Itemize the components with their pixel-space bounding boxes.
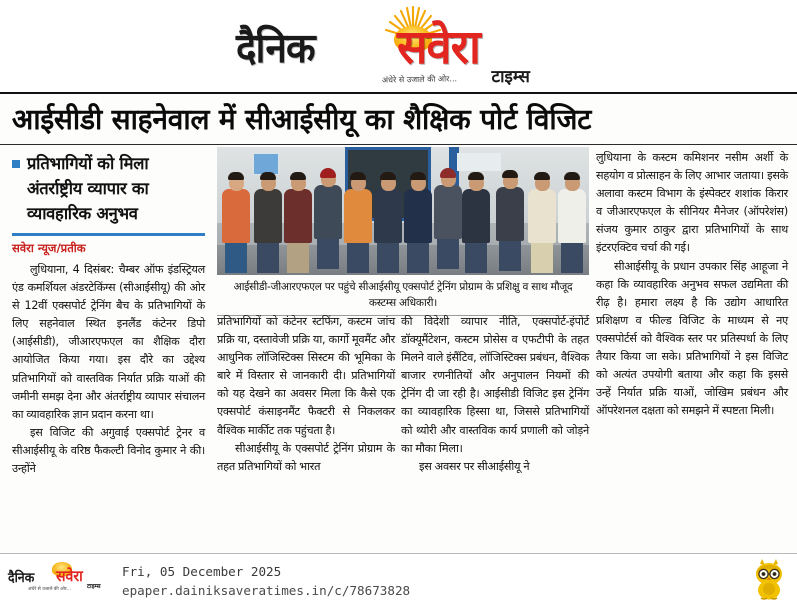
footer-logo-word-savera: सवेरा bbox=[56, 567, 83, 585]
footer-logo-word-dainik: दैनिक bbox=[8, 570, 35, 586]
article-paragraph: इस अवसर पर सीआईसीयू ने bbox=[419, 459, 530, 473]
publication-date: Fri, 05 December 2025 bbox=[122, 564, 282, 579]
masthead-word-times: टाइम्स bbox=[491, 67, 530, 87]
page-footer bbox=[0, 553, 797, 601]
article-column-2 bbox=[217, 313, 395, 476]
article-column-3 bbox=[401, 313, 589, 476]
masthead-logo bbox=[234, 4, 564, 90]
byline: सवेरा न्यूज/प्रतीक bbox=[12, 241, 86, 255]
masthead-word-dainik: दैनिक bbox=[235, 24, 315, 72]
footer-meta bbox=[122, 562, 410, 600]
footer-logo-word-times: टाइम्स bbox=[87, 583, 101, 590]
article-url[interactable]: epaper.dainiksaveratimes.in/c/78673828 bbox=[122, 583, 411, 598]
bullet-square-icon bbox=[12, 160, 20, 168]
article-paragraph: सीआईसीयू के प्रधान उपकार सिंह आहूजा ने कहा कि व्यावहारिक अनुभव सफल उद्यमिता की रीढ़ है। हमारा लक्ष्य है कि उद्योग आधारित प्रशिक्षण व फील्ड विजिट के माध्यम से नए एक्सपोर्टर्स को वैश्विक स्तर पर प्रतिस्पर्धा के लिए तैयार किया जा सके। प्रतिभागियों ने इस विजिट को अत्यंत उपयोगी बताया और कहा कि इससे उन्हें निर्यात प्रक्रि याओं, जोखिम प्रबंधन और ऑपरेशनल दक्षता को समझने में स्पष्टता मिली। bbox=[596, 259, 788, 418]
footer-logo-tagline: अंधेरे से उजाले की ओर... bbox=[28, 587, 72, 592]
subheadline-row bbox=[12, 149, 205, 226]
article-body bbox=[0, 145, 797, 549]
page-title: आईसीडी साहनेवाल में सीआईसीयू का शैक्षिक पोर्ट विजिट bbox=[11, 103, 592, 136]
article-column-4 bbox=[596, 149, 788, 420]
article-paragraph: प्रतिभागियों को कंटेनर स्टफिंग, कस्टम जांच प्रक्रि या, दस्तावेजी प्रक्रि या, कार्गो मूवमैंट और आधुनिक लॉजिस्टिक्स सिस्टम की भूमिका के बारे में विस्तार से जानकारी दी। प्रतिभागियों को यह देखने का अवसर मिला कि कैसे एक एक्सपोर्ट कंसाइनमैंट फैक्टरी से निकलकर वैश्विक मार्कीट तक पहुंचता है। bbox=[217, 315, 395, 437]
footer-logo[interactable] bbox=[6, 562, 108, 594]
masthead-word-savera: सवेरा bbox=[396, 20, 480, 75]
masthead bbox=[0, 0, 797, 92]
subheadline-underline bbox=[12, 233, 205, 236]
subheadline: प्रतिभागियों को मिला अंतर्राष्ट्रीय व्यापार का व्यावहारिक अनुभव bbox=[27, 154, 149, 223]
article-paragraph: लुधियाना, 4 दिसंबर: चैम्बर ऑफ इंडस्ट्रियल एंड कमर्शियल अंडरटेकिंग्स (सीआईसीयू) की ओर से 12वीं एक्सपोर्ट ट्रेनिंग बैच के प्रतिभागियों के लिए सहनेवाल स्थित इनलैंड कंटेनर डिपो (आईसीडी), जीआरएफएल का शैक्षिक दौरा आयोजित किया गया। इस दौरे का उद्देश्य प्रतिभागियों को वास्तविक निर्यात प्रक्रि याओं की जमीनी समझ देना और अंतर्राष्ट्रीय व्यापार संचालन का व्यावहारिक ज्ञान प्रदान करना था। bbox=[12, 263, 205, 421]
article-paragraph: सीआईसीयू के एक्सपोर्ट ट्रेनिंग प्रोग्राम के तहत प्रतिभागियों को भारत bbox=[217, 441, 395, 473]
masthead-tagline: अंधेरे से उजाले की ओर... bbox=[381, 74, 457, 85]
article-photo-block bbox=[217, 147, 589, 321]
article-paragraph: की विदेशी व्यापार नीति, एक्सपोर्ट-इंपोर्ट डॉक्यूमैंटेशन, कस्टम प्रोसेस व एफटीपी के तहत मिलने वाले इंसैंटिव, लॉजिस्टिक्स प्रबंधन, वैश्विक बाजार रणनीतियों और अनुपालन नियमों की ट्रेनिंग दी जा रही है। आईसीडी विजिट इस ट्रेनिंग का व्यावहारिक हिस्सा था, जिससे प्रतिभागियों को थ्योरी और वास्तविक कार्य प्रणाली को जोड़ने का मौका मिला। bbox=[401, 315, 589, 455]
owl-mascot-icon[interactable] bbox=[749, 558, 789, 600]
article-photo bbox=[217, 147, 589, 275]
article-paragraph: लुधियाना के कस्टम कमिशनर नसीम अर्शी के सहयोग व प्रोत्साहन के लिए आभार जताया। इसके अलावा कस्टम विभाग के इंस्पेक्टर शशांक किरार व जीआरएफएल के सीनियर मैनेजर (ऑपरेशंस) संजय कुमार ठाकुर द्वारा प्रतिभागियों के साथ इंटरएक्टिव चर्चा की गई। bbox=[596, 151, 788, 255]
article-paragraph: इस विजिट की अगुवाई एक्सपोर्ट ट्रेनर व सीआईसीयू के वरिष्ठ फैकल्टी विनोद कुमार ने की। उन्होंने bbox=[12, 425, 205, 476]
photo-caption: आईसीडी-जीआरएफएल पर पहुंचे सीआईसीयू एक्सपोर्ट ट्रेनिंग प्रोग्राम के प्रशिक्षु व साथ मौजूद कस्टम्स अधिकारी। bbox=[233, 281, 573, 309]
article-column-1 bbox=[12, 149, 205, 478]
